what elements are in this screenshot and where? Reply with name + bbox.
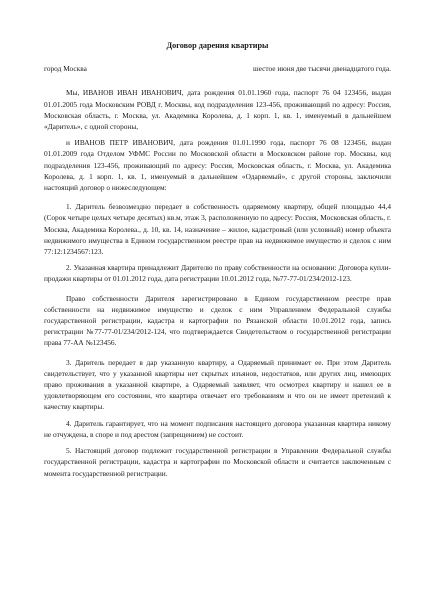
clause-1: 1. Даритель безвозмездно передает в собственность одаряемому квартиру, общей площадью 44,4 (Сорок четыре целых четыре десятых) кв.м, этаж 3, расположенную по адресу: Россия, Московская область, г. Москва, Академика Королева., д. 10, кв. 14, назначение – жилое, кадастровый (или условный) номер объекта недвижимого имущества в Едином государственном реестре прав на недвижимое имущество и сделок с ним 77:12:1234567:123. bbox=[44, 202, 391, 257]
clause-4: 4. Даритель гарантирует, что на момент подписания настоящего договора указанная квартира никому не отчуждена, в споре и под арестом (запрещением) не состоит. bbox=[44, 418, 391, 439]
ownership-registration-paragraph: Право собственности Дарителя зарегистрировано в Едином государственном реестре прав собственности на недвижимое имущество и сделок с ним Управлением Федеральной службы государственной регистрации, кадастра и картографии по Рязанской области 10.01.2012 года, запись регистрации №77-77-01/234/2012-124, что подтверждается Свидетельством о государственной регистрации права 77-АА №123456. bbox=[44, 293, 391, 348]
party-donee-paragraph: и ИВАНОВ ПЕТР ИВАНОВИЧ, дата рождения 01.01.1990 года, паспорт 76 08 123456, выдан 01.01.2009 года Отделом УФМС России по Московской области в Московском районе гор. Москвы, код подразделения 123-456, проживающий по адресу: Россия, Московская область, г. Москва, ул. Академика Королева, д. 1 корп. 1, кв. 1, именуемый в дальнейшем «Одаряемый», с другой стороны, заключили настоящий договор о нижеследующем: bbox=[44, 138, 391, 193]
clause-2: 2. Указанная квартира принадлежит Дарителю по праву собственности на основании: Договора купли-продажи квартиры от 01.01.2012 года, дата регистрации 10.01.2012 года, №77-77-01/234/2012-123. bbox=[44, 263, 391, 284]
contract-date: шестое июня две тысячи двенадцатого года. bbox=[253, 64, 391, 74]
clause-5: 5. Настоящий договор подлежит государственной регистрации в Управлении Федеральной службы государственной регистрации, кадастра и картографии по Московской области и считается заключенным с момента государственной регистрации. bbox=[44, 446, 391, 478]
clause-3: 3. Даритель передает в дар указанную квартиру, а Одаряемый принимает ее. При этом Даритель свидетельствует, что у указанной квартиры нет скрытых изъянов, недостатков, или других лиц, имеющих право проживания в указанной квартире, а Одаряемый заявляет, что осмотрел квартиру и нашел ее в удовлетворяющем его состоянии, что квартира отвечает его требованиям и что он не имеет претензий к качеству квартиры. bbox=[44, 357, 391, 412]
place-date-line bbox=[44, 63, 391, 74]
city: город Москва bbox=[44, 64, 87, 74]
document-title: Договор дарения квартиры bbox=[166, 41, 269, 50]
party-donor-paragraph: Мы, ИВАНОВ ИВАН ИВАНОВИЧ, дата рождения 01.01.1960 года, паспорт 76 04 123456, выдан 01.01.2005 года Московским РОВД г. Москвы, код подразделения 123-456, проживающий по адресу: Россия, Московская область, г. Москва, ул. Академика Королева, д. 1 корп. 1, кв. 1, именуемый в дальнейшем «Даритель», с одной стороны, bbox=[44, 88, 391, 132]
